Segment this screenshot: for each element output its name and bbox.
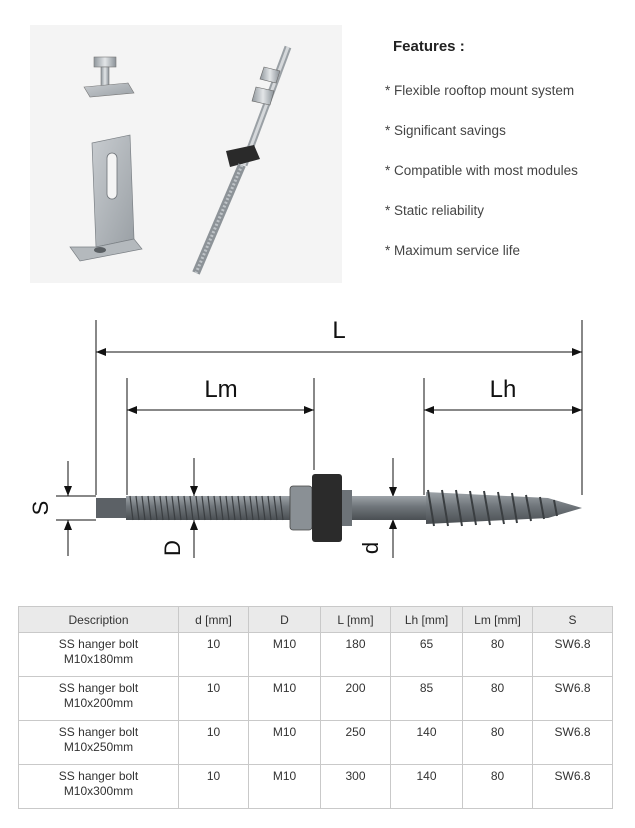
- table-row: [19, 721, 613, 765]
- header-Lm: Lm [mm]: [463, 607, 533, 633]
- cell-description: SS hanger bolt M10x180mm: [19, 633, 179, 677]
- table-row: [19, 677, 613, 721]
- cell-D: M10: [249, 633, 321, 677]
- header-S: S: [533, 607, 613, 633]
- label-Lh: Lh: [489, 376, 517, 403]
- table-header-row: [19, 607, 613, 633]
- cell-D: M10: [249, 677, 321, 721]
- cell-L: 180: [321, 633, 391, 677]
- spec-table: [18, 606, 613, 809]
- cell-Lh: 140: [391, 765, 463, 809]
- label-S: S: [28, 500, 53, 516]
- product-photo: [30, 25, 342, 283]
- feature-item: * Static reliability: [385, 203, 485, 218]
- cell-Lh: 140: [391, 721, 463, 765]
- header-L: L [mm]: [321, 607, 391, 633]
- cell-S: SW6.8: [533, 677, 613, 721]
- feature-item: * Compatible with most modules: [385, 163, 578, 178]
- cell-Lm: 80: [463, 721, 533, 765]
- header-Lh: Lh [mm]: [391, 607, 463, 633]
- cell-D: M10: [249, 721, 321, 765]
- label-D: D: [160, 540, 185, 556]
- header-d: d [mm]: [179, 607, 249, 633]
- bolt-drawing: [96, 474, 582, 542]
- table-row: [19, 765, 613, 809]
- cell-S: SW6.8: [533, 721, 613, 765]
- dimension-diagram: [0, 300, 635, 590]
- label-L: L: [332, 317, 346, 344]
- feature-item: * Flexible rooftop mount system: [385, 83, 575, 98]
- cell-description: SS hanger bolt M10x300mm: [19, 765, 179, 809]
- feature-item: * Significant savings: [385, 123, 506, 138]
- cell-L: 200: [321, 677, 391, 721]
- cell-L: 300: [321, 765, 391, 809]
- header-D: D: [249, 607, 321, 633]
- cell-Lh: 85: [391, 677, 463, 721]
- header-description: Description: [19, 607, 179, 633]
- table-row: [19, 633, 613, 677]
- feature-item: * Maximum service life: [385, 243, 521, 258]
- cell-d: 10: [179, 677, 249, 721]
- cell-Lm: 80: [463, 633, 533, 677]
- cell-description: SS hanger bolt M10x200mm: [19, 677, 179, 721]
- cell-Lh: 65: [391, 633, 463, 677]
- features-title: Features :: [393, 38, 465, 55]
- cell-d: 10: [179, 765, 249, 809]
- cell-description: SS hanger bolt M10x250mm: [19, 721, 179, 765]
- cell-S: SW6.8: [533, 765, 613, 809]
- cell-D: M10: [249, 765, 321, 809]
- cell-L: 250: [321, 721, 391, 765]
- cell-S: SW6.8: [533, 633, 613, 677]
- cell-d: 10: [179, 721, 249, 765]
- features-section: [385, 38, 625, 283]
- label-d: d: [358, 541, 383, 555]
- cell-Lm: 80: [463, 677, 533, 721]
- cell-Lm: 80: [463, 765, 533, 809]
- label-Lm: Lm: [204, 376, 238, 403]
- cell-d: 10: [179, 633, 249, 677]
